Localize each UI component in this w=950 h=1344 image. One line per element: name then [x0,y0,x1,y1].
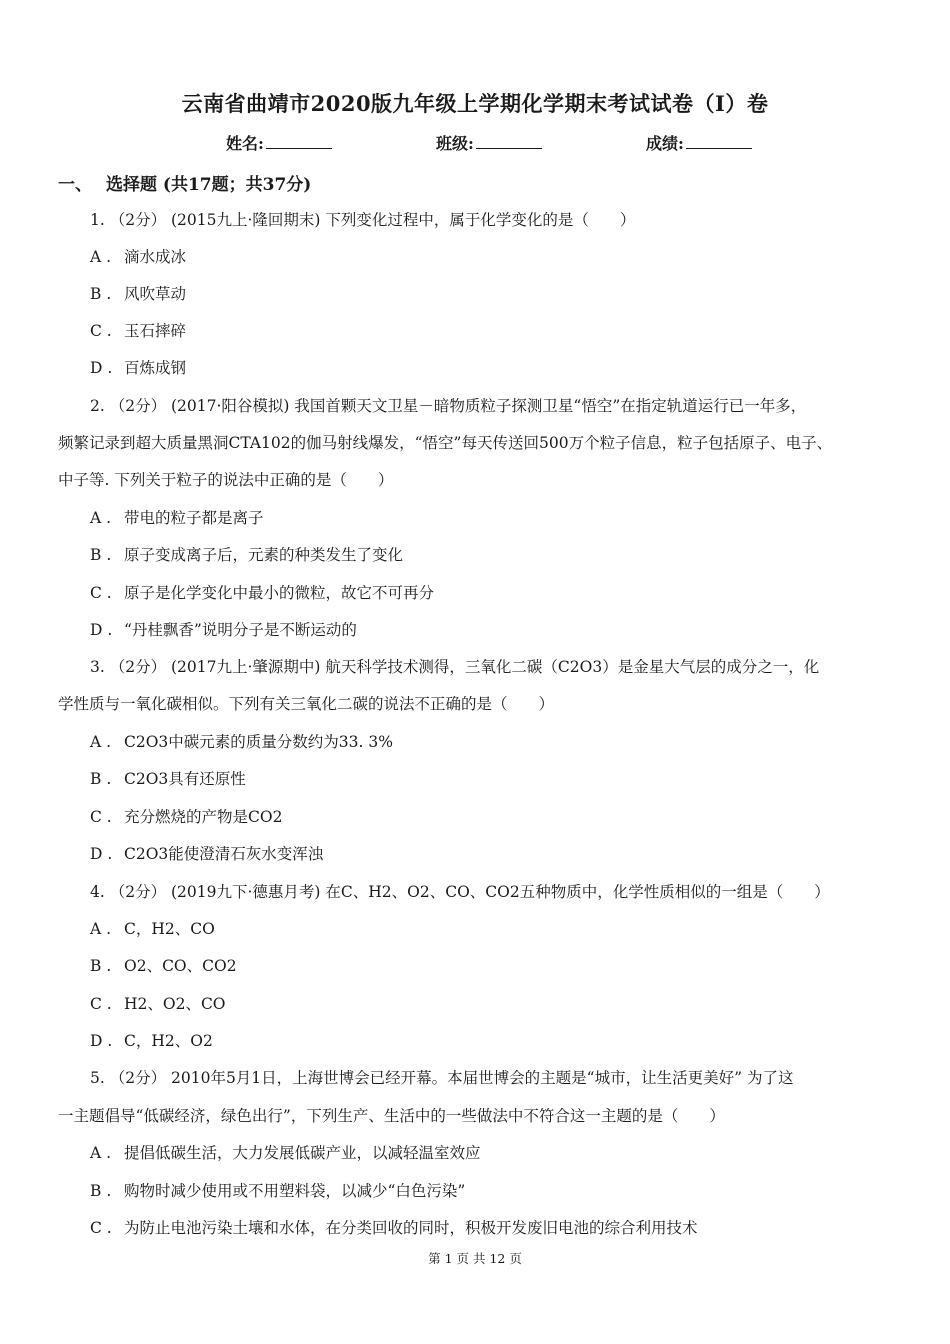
question-2-option-d[interactable] [90,619,357,641]
class-blank[interactable] [476,133,542,149]
class-field [436,131,542,154]
option-text: C2O3具有还原性 [124,770,246,788]
option-letter: C . [90,584,112,602]
question-1-option-c[interactable] [90,320,186,342]
option-letter: A . [90,920,112,938]
section-heading [58,170,311,195]
question-3-stem-cont: 学性质与一氧化碳相似。下列有关三氧化二碳的说法不正确的是（ ） [58,695,555,713]
option-text: “丹桂飘香”说明分子是不断运动的 [124,621,357,639]
option-text: 原子是化学变化中最小的微粒，故它不可再分 [124,584,435,602]
question-4-option-a[interactable] [90,918,215,940]
class-label: 班级: [436,134,474,153]
option-letter: B . [90,1182,112,1200]
option-letter: A . [90,1144,112,1162]
question-4-option-c[interactable] [90,993,226,1015]
option-text: 风吹草动 [124,285,187,303]
question-2-stem-cont: 频繁记录到超大质量黑洞CTA102的伽马射线爆发，“悟空”每天传送回500万个粒子信息，粒子包括原子、电子、 [58,434,833,452]
option-text: 提倡低碳生活，大力发展低碳产业，以减轻温室效应 [124,1144,481,1162]
section-number: 一、 [58,175,92,195]
option-letter: A . [90,509,112,527]
option-letter: D . [90,845,113,863]
question-4-option-b[interactable] [90,955,237,977]
question-2-option-c[interactable] [90,582,434,604]
option-text: 滴水成冰 [124,248,187,266]
option-text: 百炼成钢 [124,359,187,377]
option-text: O2、CO、CO2 [124,957,237,975]
option-letter: C . [90,322,112,340]
section-title: 选择题 (共17题；共37分) [106,175,312,195]
option-text: 充分燃烧的产物是CO2 [124,808,283,826]
question-5-stem: 5. （2分） 2010年5月1日，上海世博会已经开幕。本届世博会的主题是“城市，让生活更美好” 为了这 [90,1069,794,1087]
option-text: C2O3能使澄清石灰水变浑浊 [124,845,324,863]
question-5-stem-cont: 一主题倡导“低碳经济，绿色出行”，下列生产、生活中的一些做法中不符合这一主题的是（ ） [58,1107,725,1125]
option-letter: D . [90,621,113,639]
question-3-option-c[interactable] [90,806,282,828]
option-letter: B . [90,957,112,975]
page-number: 第 1 页 共 12 页 [428,1251,522,1266]
question-1-option-a[interactable] [90,246,186,268]
question-2-stem: 2. （2分） (2017·阳谷模拟) 我国首颗天文卫星－暗物质粒子探测卫星“悟空”在指定轨道运行已一年多， [90,397,807,415]
exam-title: 云南省曲靖市2020版九年级上学期化学期末考试试卷（I）卷 [181,91,769,116]
question-3-stem: 3. （2分） (2017九上·肇源期中) 航天科学技术测得，三氧化二碳（C2O3）是金星大气层的成分之一，化 [90,658,820,676]
question-3-option-b[interactable] [90,768,246,790]
option-text: 带电的粒子都是离子 [124,509,264,527]
option-text: C2O3中碳元素的质量分数约为33. 3% [124,733,393,751]
name-blank[interactable] [266,133,332,149]
option-letter: C . [90,1219,112,1237]
option-letter: B . [90,285,112,303]
question-2-option-a[interactable] [90,507,264,529]
score-blank[interactable] [686,133,752,149]
name-label: 姓名: [226,134,264,153]
question-5-option-c[interactable] [90,1217,698,1239]
question-1-option-b[interactable] [90,283,186,305]
option-text: 玉石摔碎 [124,322,187,340]
option-letter: D . [90,359,113,377]
option-letter: A . [90,248,112,266]
score-field [646,131,752,154]
question-1-stem: 1. （2分） (2015九上·隆回期末) 下列变化过程中，属于化学变化的是（ ） [90,211,636,229]
option-letter: C . [90,808,112,826]
name-field [226,131,332,154]
question-2-stem-cont: 中子等. 下列关于粒子的说法中正确的是（ ） [58,471,394,489]
question-1-option-d[interactable] [90,357,186,379]
question-4-option-d[interactable] [90,1030,213,1052]
option-letter: C . [90,995,112,1013]
option-text: 购物时减少使用或不用塑料袋，以减少“白色污染” [124,1182,466,1200]
question-2-option-b[interactable] [90,544,403,566]
option-letter: A . [90,733,112,751]
option-letter: B . [90,546,112,564]
option-text: H2、O2、CO [124,995,226,1013]
option-text: 为防止电池污染土壤和水体，在分类回收的同时，积极开发废旧电池的综合利用技术 [124,1219,698,1237]
student-info-row [0,131,950,155]
option-letter: D . [90,1032,113,1050]
option-text: C，H2、CO [124,920,215,938]
question-4-stem: 4. （2分） (2019九下·德惠月考) 在C、H2、O2、CO、CO2五种物质中，化学性质相似的一组是（ ） [90,883,830,901]
option-text: C，H2、O2 [124,1032,213,1050]
question-5-option-a[interactable] [90,1142,481,1164]
option-text: 原子变成离子后，元素的种类发生了变化 [124,546,404,564]
score-label: 成绩: [646,134,684,153]
question-3-option-d[interactable] [90,843,323,865]
question-3-option-a[interactable] [90,731,393,753]
option-letter: B . [90,770,112,788]
question-5-option-b[interactable] [90,1180,465,1202]
